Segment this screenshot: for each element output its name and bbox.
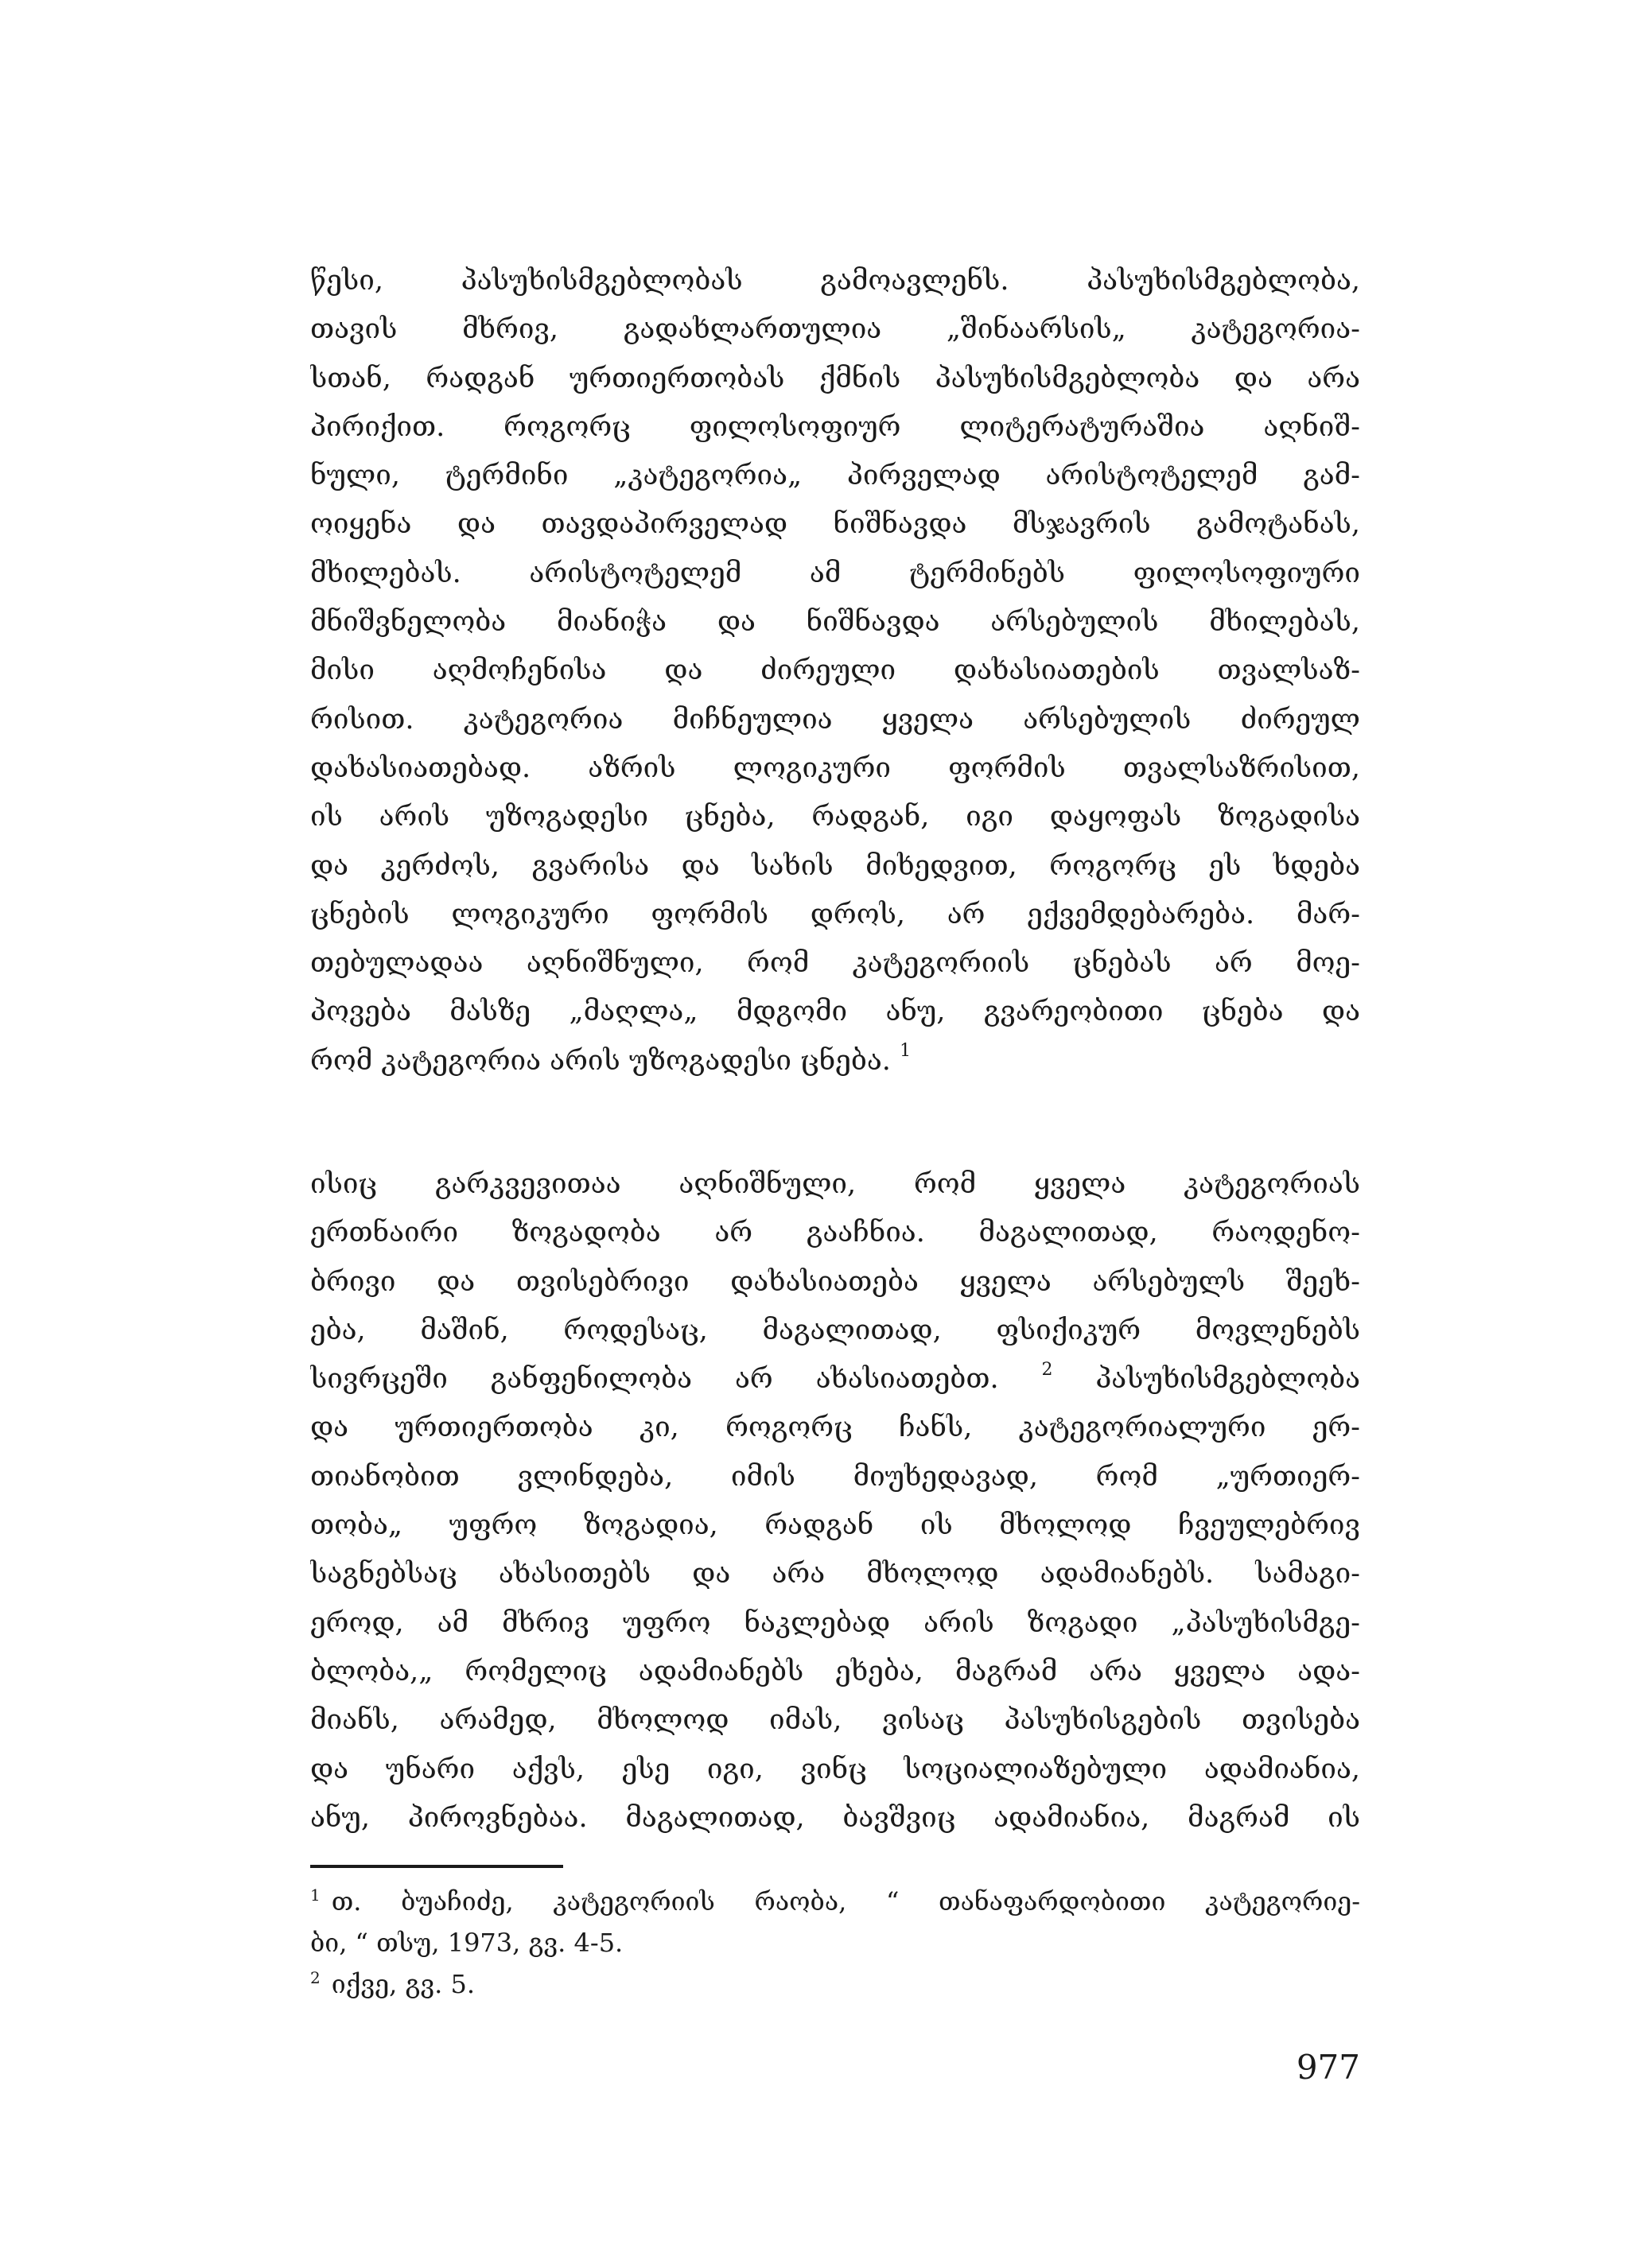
text-line: და უნარი აქვს, ესე იგი, ვინც სოციალიაზებული ადამიანია, bbox=[310, 1753, 1360, 1785]
footnote-divider bbox=[310, 1865, 563, 1868]
text-line: წესი, პასუხისმგებლობას გამოავლენს. პასუხისმგებლობა, bbox=[310, 265, 1360, 297]
footnote-ref-2[interactable]: 2 bbox=[1041, 1359, 1053, 1380]
footnote-2 bbox=[310, 1963, 1360, 2005]
footnote-text: თ. ბუაჩიძე, კატეგორიის რაობა, “ თანაფარდობითი კატეგორიე- bbox=[331, 1886, 1360, 1917]
text-line: და ურთიერთობა კი, როგორც ჩანს, კატეგორიალური ერ- bbox=[310, 1412, 1360, 1444]
page-number: 977 bbox=[1296, 2048, 1360, 2087]
paragraph-1 bbox=[310, 257, 1360, 1085]
text-line: მნიშვნელობა მიანიჭა და ნიშნავდა არსებულის მხილებას, bbox=[310, 606, 1360, 639]
text-line: პოვება მასზე „მაღლა„ მდგომი ანუ, გვარეობითი ცნება და bbox=[310, 996, 1360, 1028]
text-line-content: რომ კატეგორია არის უზოგადესი ცნება. bbox=[310, 1044, 891, 1077]
footnote-text: იქვე, გვ. 5. bbox=[331, 1969, 476, 1999]
footnote-1-continued bbox=[310, 1922, 1360, 1963]
text-line: ბრივი და თვისებრივი დახასიათება ყველა არსებულს შეეხ- bbox=[310, 1265, 1360, 1298]
paragraph-2 bbox=[310, 1160, 1360, 1843]
footnote-ref-1[interactable]: 1 bbox=[900, 1041, 912, 1062]
text-line: ოიყენა და თავდაპირველად ნიშნავდა მსჯავრის გამოტანას, bbox=[310, 508, 1360, 541]
text-line-content: პასუხისმგებლობა bbox=[1095, 1363, 1360, 1396]
text-line: ება, მაშინ, როდესაც, მაგალითად, ფსიქიკურ მოვლენებს bbox=[310, 1314, 1360, 1346]
footnote-1 bbox=[310, 1881, 1360, 1922]
text-line: ის არის უზოგადესი ცნება, რადგან, იგი დაყოფას ზოგადისა bbox=[310, 801, 1360, 833]
text-line: თობა„ უფრო ზოგადია, რადგან ის მხოლოდ ჩვეულებრივ bbox=[310, 1509, 1360, 1542]
text-line bbox=[310, 1037, 1360, 1085]
text-line: საგნებსაც ახასითებს და არა მხოლოდ ადამიანებს. სამაგი- bbox=[310, 1558, 1360, 1590]
text-line: ეროდ, ამ მხრივ უფრო ნაკლებად არის ზოგადი „პასუხისმგე- bbox=[310, 1606, 1360, 1639]
text-line: თიანობით ვლინდება, იმის მიუხედავად, რომ „ურთიერ- bbox=[310, 1460, 1360, 1493]
text-line: ცნების ლოგიკური ფორმის დროს, არ ექვემდებარება. მარ- bbox=[310, 898, 1360, 930]
text-line: სთან, რადგან ურთიერთობას ქმნის პასუხისმგებლობა და არა bbox=[310, 362, 1360, 394]
text-line: ბლობა,„ რომელიც ადამიანებს ეხება, მაგრამ არა ყველა ადა- bbox=[310, 1655, 1360, 1687]
text-line bbox=[310, 1355, 1360, 1404]
text-line: მხილებას. არისტოტელემ ამ ტერმინებს ფილოსოფიური bbox=[310, 557, 1360, 589]
text-line: მისი აღმოჩენისა და ძირეული დახასიათების თვალსაზ- bbox=[310, 654, 1360, 687]
footnotes bbox=[310, 1881, 1360, 2005]
text-line-content: სივრცეში განფენილობა არ ახასიათებთ. bbox=[310, 1363, 999, 1396]
text-line: ისიც გარკვევითაა აღნიშნული, რომ ყველა კატეგორიას bbox=[310, 1168, 1360, 1200]
footnote-number: 2 bbox=[310, 1968, 321, 1987]
text-line: რისით. კატეგორია მიჩნეულია ყველა არსებულის ძირეულ bbox=[310, 703, 1360, 736]
text-line: მიანს, არამედ, მხოლოდ იმას, ვისაც პასუხისგების თვისება bbox=[310, 1704, 1360, 1737]
text-line: და კერძოს, გვარისა და სახის მიხედვით, როგორც ეს ხდება bbox=[310, 849, 1360, 882]
text-line: ანუ, პიროვნებაა. მაგალითად, ბავშვიც ადამიანია, მაგრამ ის bbox=[310, 1801, 1360, 1834]
footnote-text: ბი, “ თსუ, 1973, გვ. 4-5. bbox=[310, 1928, 624, 1958]
text-line: ერთნაირი ზოგადობა არ გააჩნია. მაგალითად, რაოდენო- bbox=[310, 1217, 1360, 1249]
text-line: თებულადაა აღნიშნული, რომ კატეგორიის ცნებას არ მოე- bbox=[310, 947, 1360, 980]
text-line: დახასიათებად. აზრის ლოგიკური ფორმის თვალსაზრისით, bbox=[310, 751, 1360, 784]
text-line: თავის მხრივ, გადახლართულია „შინაარსის„ კატეგორია- bbox=[310, 313, 1360, 346]
text-line: პირიქით. როგორც ფილოსოფიურ ლიტერატურაშია აღნიშ- bbox=[310, 410, 1360, 443]
text-line: ნული, ტერმინი „კატეგორია„ პირველად არისტოტელემ გამ- bbox=[310, 460, 1360, 492]
footnote-number: 1 bbox=[310, 1885, 321, 1905]
